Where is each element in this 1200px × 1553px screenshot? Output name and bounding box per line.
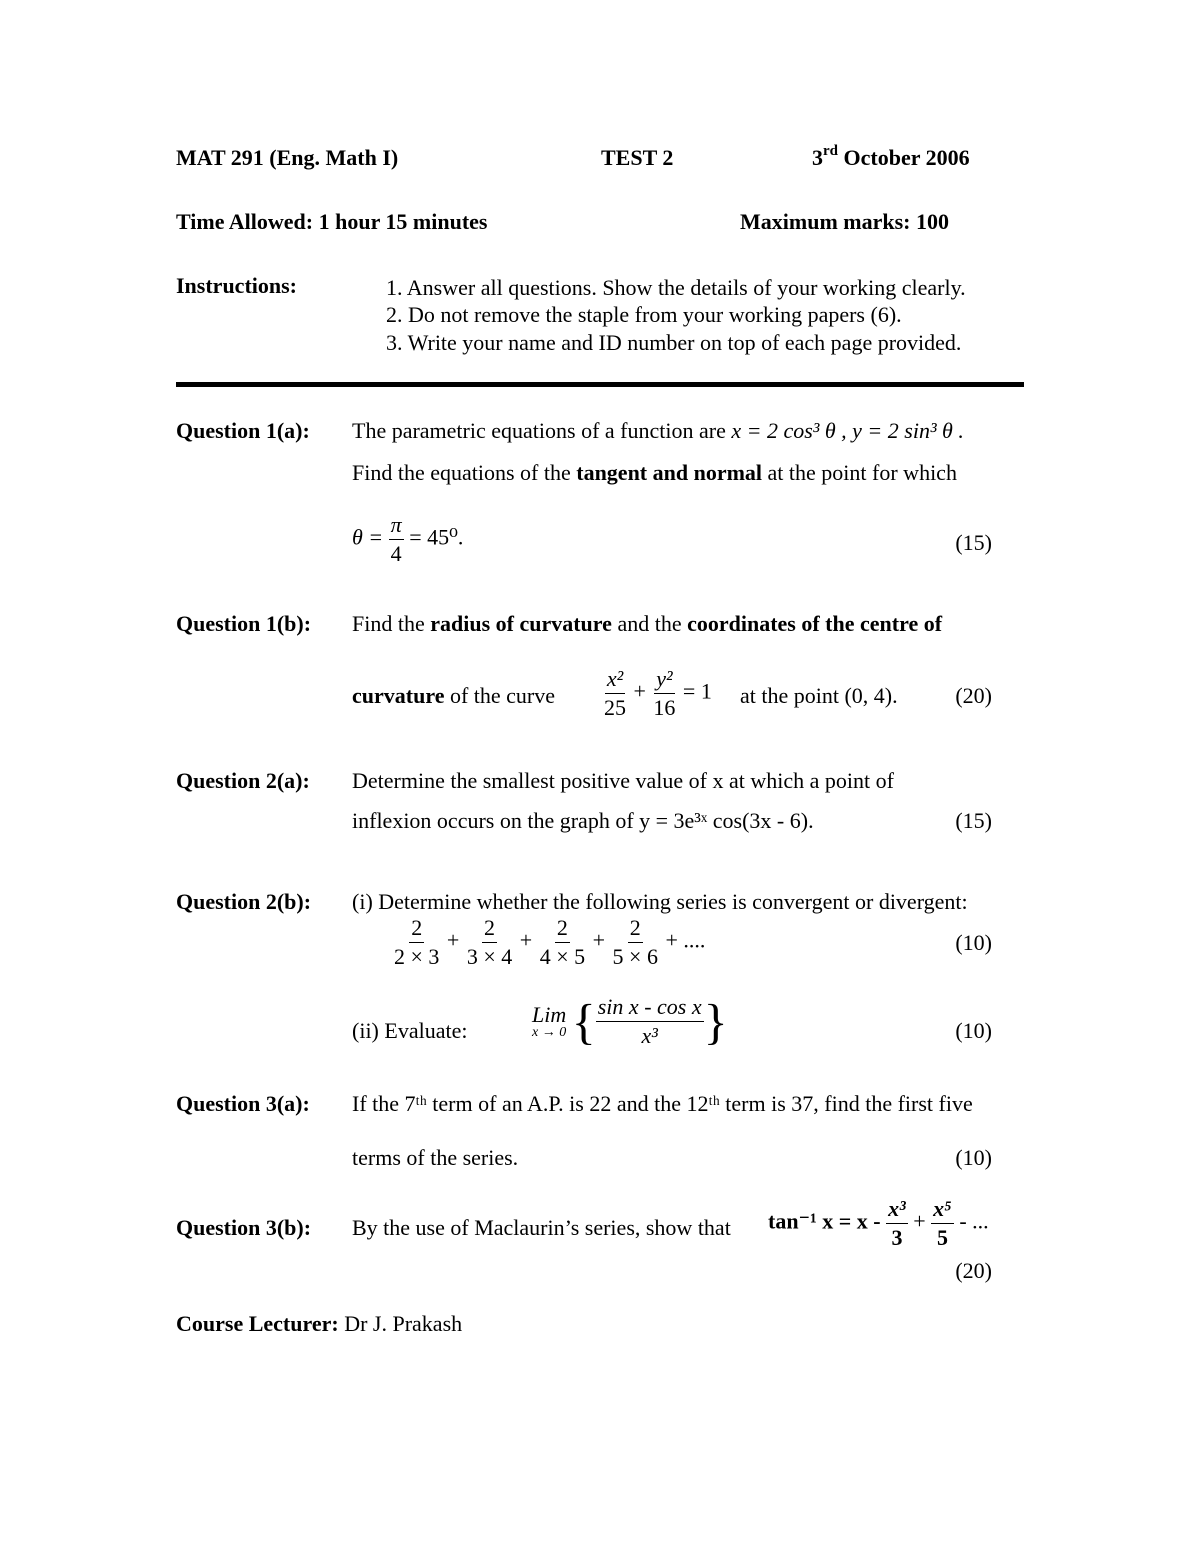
q1b-x-fraction bbox=[602, 668, 628, 719]
max-value: 100 bbox=[910, 209, 949, 234]
q1b-plus: + bbox=[633, 678, 646, 704]
q2b-marks-1: (10) bbox=[955, 930, 992, 955]
q1b-eq1: = 1 bbox=[682, 678, 712, 704]
q3a-line2: terms of the series. bbox=[352, 1145, 519, 1170]
max-label: Maximum marks: bbox=[740, 209, 911, 234]
q1b-bold3: curvature bbox=[352, 683, 445, 708]
time-allowed bbox=[176, 209, 488, 235]
series-plus-2: + bbox=[519, 927, 533, 953]
q1a-theta: θ = bbox=[352, 524, 384, 550]
q2b-label: Question 2(b): bbox=[176, 889, 312, 914]
q1b-xnum: x² bbox=[605, 668, 625, 694]
q3b-series-equation bbox=[768, 1198, 989, 1249]
q1b-marks: (20) bbox=[955, 683, 992, 708]
course-lecturer bbox=[176, 1311, 462, 1337]
q1a-pi: π bbox=[389, 514, 404, 540]
q1b-line1 bbox=[352, 611, 942, 637]
q1b-point: at the point (0, 4). bbox=[740, 683, 898, 708]
q1b-bold1: radius of curvature bbox=[430, 611, 612, 636]
q2b-part2: (ii) Evaluate: bbox=[352, 1018, 468, 1043]
q2a-label: Question 2(a): bbox=[176, 768, 310, 793]
q3b-marks: (20) bbox=[955, 1258, 992, 1283]
limit-operator bbox=[532, 1001, 567, 1040]
right-brace: } bbox=[703, 993, 728, 1050]
q1a-line2-pre: Find the equations of the bbox=[352, 460, 571, 485]
limit-lim: Lim bbox=[532, 1001, 567, 1027]
series-tail: + .... bbox=[665, 927, 706, 953]
q1b-ynum: y² bbox=[654, 668, 674, 694]
limit-denominator: x³ bbox=[641, 1023, 658, 1048]
q1b-post: of the curve bbox=[449, 683, 556, 708]
q2b-marks-2: (10) bbox=[955, 1018, 992, 1043]
maximum-marks bbox=[740, 209, 949, 235]
q1a-theta-eq bbox=[352, 514, 463, 565]
q2b-limit bbox=[532, 993, 728, 1050]
q3b-f2den: 5 bbox=[937, 1225, 948, 1250]
q1a-marks: (15) bbox=[955, 530, 992, 555]
limit-numerator: sin x - cos x bbox=[596, 996, 704, 1022]
series-term-2-num: 2 bbox=[482, 917, 497, 943]
lecturer-name: Dr J. Prakash bbox=[338, 1311, 463, 1336]
time-value: 1 hour 15 minutes bbox=[313, 209, 488, 234]
q3b-pre: By the use of Maclaurin’s series, show that bbox=[352, 1215, 731, 1240]
q1a-line2 bbox=[352, 460, 957, 486]
q3b-f1den: 3 bbox=[891, 1225, 903, 1250]
q3b-fraction-1 bbox=[886, 1198, 908, 1249]
q3a-marks: (10) bbox=[955, 1145, 992, 1170]
q3a-label: Question 3(a): bbox=[176, 1091, 310, 1116]
q1b-ellipse-equation bbox=[602, 668, 712, 719]
series-term-4-num: 2 bbox=[628, 917, 643, 943]
q1a-line2-bold: tangent and normal bbox=[576, 460, 763, 485]
q1b-label: Question 1(b): bbox=[176, 611, 312, 636]
q1b-xden: 25 bbox=[604, 695, 626, 720]
left-brace: { bbox=[571, 993, 596, 1050]
q3b-f2num: x⁵ bbox=[931, 1198, 954, 1224]
q1b-mid: and the bbox=[617, 611, 682, 636]
limit-fraction bbox=[596, 996, 704, 1047]
q1a-pi-fraction bbox=[389, 514, 404, 565]
q3b-tail: - ... bbox=[959, 1208, 989, 1234]
q1a-four: 4 bbox=[390, 541, 402, 566]
q1a-deg: = 45⁰. bbox=[409, 524, 464, 550]
instruction-item-3: 3. Write your name and ID number on top of each page provided. bbox=[386, 330, 962, 355]
series-term-1 bbox=[392, 917, 441, 968]
date-day: 3 bbox=[812, 145, 823, 170]
q2a-line2: inflexion occurs on the graph of y = 3e³ˣ cos(3x - 6). bbox=[352, 808, 814, 833]
q1a-line2-post: at the point for which bbox=[767, 460, 957, 485]
series-term-1-den: 2 × 3 bbox=[394, 944, 440, 969]
q2b-part1: (i) Determine whether the following series is convergent or divergent: bbox=[352, 889, 968, 914]
series-term-4 bbox=[611, 917, 660, 968]
series-plus-3: + bbox=[592, 927, 606, 953]
q1b-pre: Find the bbox=[352, 611, 425, 636]
q3a-line1: If the 7ᵗʰ term of an A.P. is 22 and the 12ᵗʰ term is 37, find the first five bbox=[352, 1091, 973, 1116]
date-suffix: rd bbox=[823, 143, 838, 159]
instructions-label: Instructions: bbox=[176, 273, 298, 298]
q3b-plus: + bbox=[913, 1208, 926, 1234]
instruction-item-2: 2. Do not remove the staple from your working papers (6). bbox=[386, 302, 902, 327]
series-term-3-den: 4 × 5 bbox=[539, 944, 586, 969]
q1b-yden: 16 bbox=[653, 695, 676, 720]
q2b-series bbox=[392, 917, 705, 968]
series-plus-1: + bbox=[446, 927, 460, 953]
q1b-y-fraction bbox=[651, 668, 677, 719]
q2a-line1: Determine the smallest positive value of x at which a point of bbox=[352, 768, 894, 793]
date-rest: October 2006 bbox=[838, 145, 970, 170]
q1a-text: The parametric equations of a function are bbox=[352, 418, 726, 443]
series-term-2 bbox=[465, 917, 514, 968]
course-title: MAT 291 (Eng. Math I) bbox=[176, 145, 399, 170]
q1b-line2 bbox=[352, 683, 555, 709]
time-label: Time Allowed: bbox=[176, 209, 314, 234]
q1a-line1 bbox=[352, 418, 964, 444]
series-term-3 bbox=[538, 917, 587, 968]
lecturer-label: Course Lecturer: bbox=[176, 1311, 339, 1336]
divider-rule bbox=[176, 382, 1024, 387]
series-term-1-num: 2 bbox=[409, 917, 424, 943]
series-term-4-den: 5 × 6 bbox=[612, 944, 658, 969]
q3b-fraction-2 bbox=[931, 1198, 954, 1249]
q3b-label: Question 3(b): bbox=[176, 1215, 312, 1240]
q1a-label: Question 1(a): bbox=[176, 418, 310, 443]
q1a-equation: x = 2 cos³ θ , y = 2 sin³ θ . bbox=[731, 418, 964, 443]
instruction-item-1: 1. Answer all questions. Show the details of your working clearly. bbox=[386, 275, 966, 300]
q3b-f1num: x³ bbox=[886, 1198, 908, 1224]
q2a-marks: (15) bbox=[955, 808, 992, 833]
limit-subscript: x → 0 bbox=[532, 1024, 567, 1040]
q3b-lhs: tan⁻¹ x = x - bbox=[768, 1208, 881, 1234]
series-term-2-den: 3 × 4 bbox=[466, 944, 513, 969]
test-date bbox=[812, 145, 970, 171]
series-term-3-num: 2 bbox=[555, 917, 570, 943]
q1b-bold2: coordinates of the centre of bbox=[687, 611, 943, 636]
test-title: TEST 2 bbox=[601, 145, 674, 170]
